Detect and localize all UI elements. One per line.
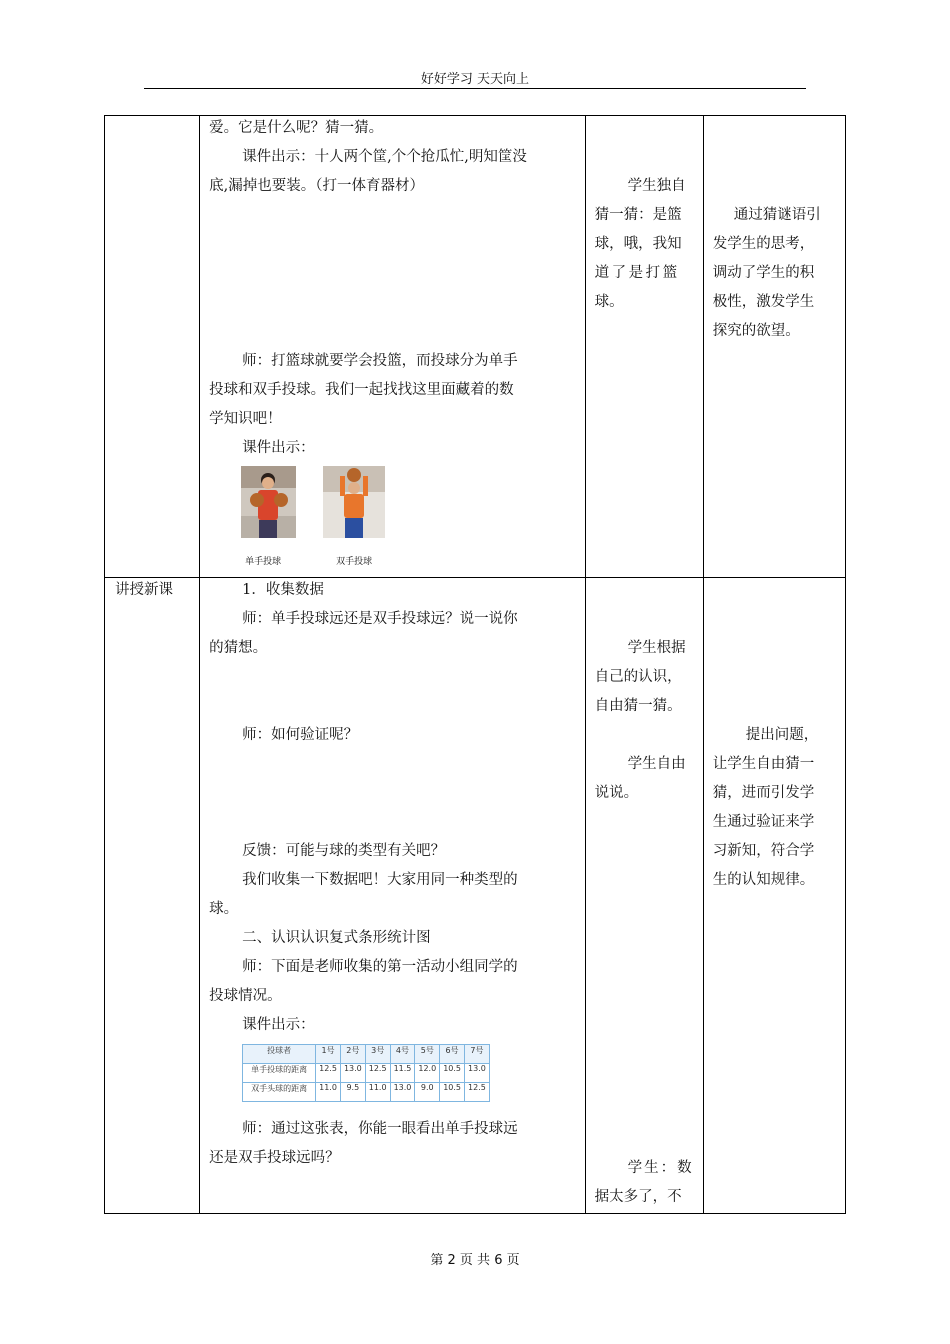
header-rule (144, 88, 806, 89)
text-line: 说说。 (594, 785, 639, 801)
text-line: 学生自由 (627, 756, 686, 772)
text-line: 1．收集数据 (242, 582, 324, 598)
text-line: 调动了学生的积 (712, 265, 815, 281)
row-label: 单手投球的距离 (243, 1064, 316, 1083)
stage-cell (105, 578, 200, 1214)
student-activity-cell (585, 116, 703, 578)
table-cell: 9.0 (415, 1083, 440, 1102)
stage-cell (105, 116, 200, 578)
page-footer: 第 2 页 共 6 页 (430, 1253, 520, 1268)
text-line: 探究的欲望。 (712, 323, 800, 339)
photo-caption: 单手投球 (245, 557, 282, 567)
text-line: 极性，激发学生 (712, 294, 815, 310)
text-line: 我们收集一下数据吧！大家用同一种类型的 (242, 872, 518, 888)
table-header-row (243, 1045, 490, 1064)
content-cell (200, 578, 586, 1214)
header-cell: 7号 (465, 1045, 490, 1064)
text-line: 还是双手投球远吗？ (209, 1150, 340, 1166)
table-cell: 11.0 (316, 1083, 341, 1102)
text-line: 二、认识认识复式条形统计图 (242, 930, 431, 946)
header-cell: 投球者 (243, 1045, 316, 1064)
photo-caption: 双手投球 (336, 557, 373, 567)
table-row (243, 1083, 490, 1102)
header-cell: 2号 (340, 1045, 365, 1064)
text-line: 习新知，符合学 (712, 843, 815, 859)
text-line: 师：下面是老师收集的第一活动小组同学的 (242, 959, 518, 975)
table-cell: 12.5 (316, 1064, 341, 1083)
two-hand-throw-photo (323, 466, 385, 538)
table-cell: 13.0 (465, 1064, 490, 1083)
table-cell: 13.0 (390, 1083, 415, 1102)
text-line: 学生独自 (627, 178, 686, 194)
page-header: 好好学习 天天向上 (420, 72, 530, 87)
one-hand-throw-photo (241, 466, 296, 538)
design-intent-cell (703, 116, 845, 578)
text-line: 课件出示： (242, 440, 315, 456)
header-cell: 1号 (316, 1045, 341, 1064)
text-line: 课件出示：十人两个筐,个个抢瓜忙,明知筐没 (242, 149, 527, 165)
lesson-table (104, 115, 846, 1214)
table-row (105, 578, 846, 1214)
text-line: 投球和双手投球。我们一起找找这里面藏着的数 (209, 382, 514, 398)
student-activity-cell (585, 578, 703, 1214)
text-line: 自由猜一猜。 (594, 698, 682, 714)
text-line: 猜，进而引发学 (712, 785, 815, 801)
text-line: 提出问题， (745, 727, 819, 743)
text-line: 球。 (594, 294, 624, 310)
text-line: 道了是打篮 (594, 265, 680, 281)
text-line: 让学生自由猜一 (712, 756, 815, 772)
design-intent-cell (703, 578, 845, 1214)
table-cell: 12.5 (465, 1083, 490, 1102)
table-cell: 11.5 (390, 1064, 415, 1083)
text-line: 课件出示： (242, 1017, 315, 1033)
table-cell: 10.5 (440, 1064, 465, 1083)
text-line: 球，哦，我知 (594, 236, 682, 252)
text-line: 师：通过这张表，你能一眼看出单手投球远 (242, 1121, 518, 1137)
header-cell: 3号 (365, 1045, 390, 1064)
header-cell: 6号 (440, 1045, 465, 1064)
text-line: 通过猜谜语引 (733, 207, 821, 223)
text-line: 生通过验证来学 (712, 814, 815, 830)
text-line: 学生：数 (627, 1160, 694, 1176)
text-line: 反馈：可能与球的类型有关吧？ (242, 843, 446, 859)
text-line: 师：打篮球就要学会投篮，而投球分为单手 (242, 353, 518, 369)
table-row (105, 116, 846, 578)
text-line: 学生根据 (627, 640, 686, 656)
table-cell: 12.5 (365, 1064, 390, 1083)
text-line: 生的认知规律。 (712, 872, 815, 888)
row-label: 双手头球的距离 (243, 1083, 316, 1102)
text-line: 猜一猜：是篮 (594, 207, 682, 223)
text-line: 师：单手投球远还是双手投球远？说一说你 (242, 611, 518, 627)
text-line: 底,漏掉也要装。（打一体育器材） (209, 178, 424, 194)
header-cell: 5号 (415, 1045, 440, 1064)
text-line: 发学生的思考， (712, 236, 815, 252)
text-line: 球。 (209, 901, 239, 917)
text-line: 学知识吧！ (209, 411, 282, 427)
stage-label: 讲授新课 (115, 582, 173, 598)
text-line: 爱。它是什么呢？猜一猜。 (209, 120, 384, 136)
table-cell: 10.5 (440, 1083, 465, 1102)
text-line: 的猜想。 (209, 640, 268, 656)
text-line: 据太多了，不 (594, 1189, 682, 1205)
table-cell: 12.0 (415, 1064, 440, 1083)
content-cell (200, 116, 586, 578)
table-cell: 13.0 (340, 1064, 365, 1083)
text-line: 师：如何验证呢？ (242, 727, 359, 743)
table-row (243, 1064, 490, 1083)
text-line: 自己的认识， (594, 669, 682, 685)
table-cell: 9.5 (340, 1083, 365, 1102)
throw-distance-table (242, 1044, 490, 1102)
text-line: 投球情况。 (209, 988, 282, 1004)
table-cell: 11.0 (365, 1083, 390, 1102)
header-cell: 4号 (390, 1045, 415, 1064)
